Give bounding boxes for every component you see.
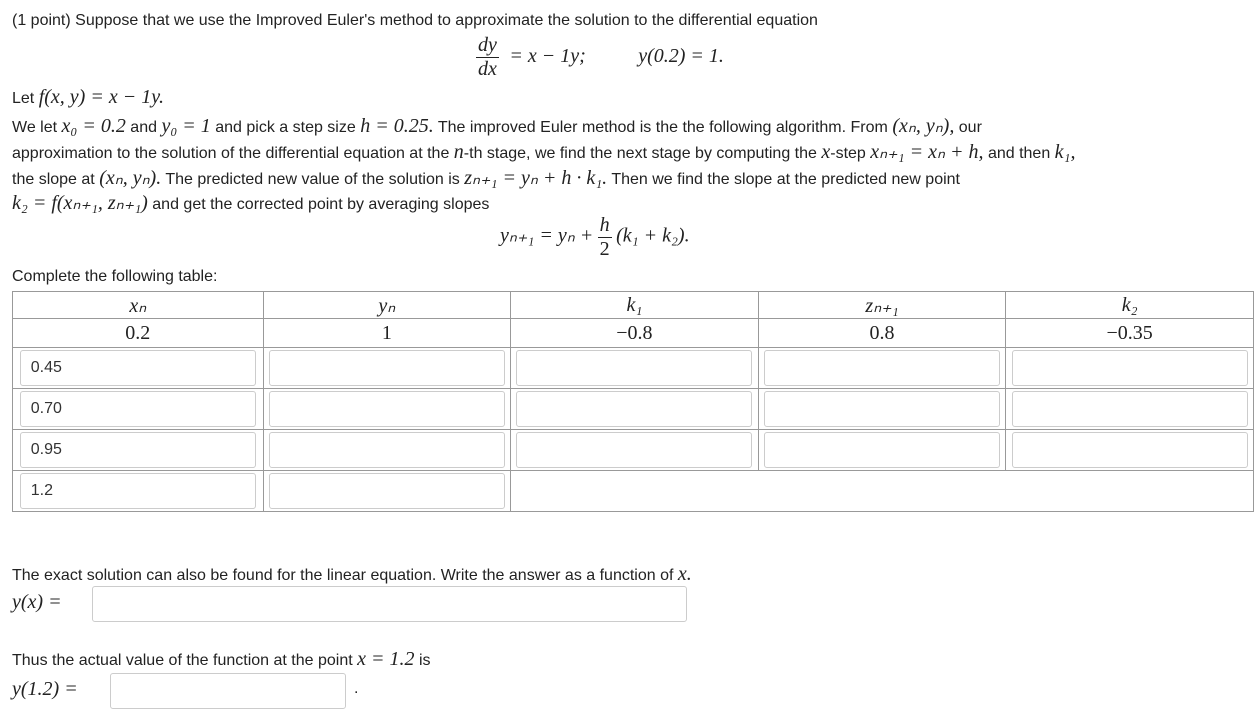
para-text: and get the corrected point by averaging slopes [152,196,490,213]
step-size: h = 0.25. [360,115,434,137]
para-text: We let [12,119,58,136]
x-input[interactable]: 1.2 [20,473,256,509]
empty-cell [511,471,1254,512]
k1-input[interactable] [516,391,752,427]
f-definition: f(x, y) = x − 1y. [38,86,164,108]
para-text: our [958,119,982,136]
x-input[interactable]: 0.95 [20,432,256,468]
yn-input[interactable] [269,473,505,509]
para-line-2 [12,139,1076,164]
cell-z1: 0.8 [758,319,1006,348]
frac-denominator: dx [478,58,497,80]
zn1-input[interactable] [764,391,1000,427]
let-text: Let [12,90,35,107]
actual-is: is [418,652,431,669]
frac-numerator: dy [478,34,497,56]
para-text: Then we find the slope at the predicted new point [611,171,960,188]
header-k2: k₂ [1006,292,1254,319]
para-text: the slope at [12,171,95,188]
header-xn: xₙ [13,292,264,319]
actual-value-input[interactable] [110,673,346,709]
para-text: and [130,119,157,136]
x-input[interactable]: 0.45 [20,350,256,386]
para-text: approximation to the solution of the differential equation at the [12,145,450,162]
let-line [12,86,164,109]
point-notation: (xₙ, yₙ). [99,167,162,189]
initial-condition: y(0.2) = 1. [638,44,724,67]
para-text: -th stage, we find the next stage by computing the [463,145,817,162]
header-zn1: zₙ₊₁ [758,292,1006,319]
exact-prompt-line [12,563,692,586]
table-row [13,348,1254,389]
avg-rhs: (k₁ + k₂). [616,224,690,247]
cell-y0: 1 [263,319,511,348]
x0-value: x₀ = 0.2 [61,115,126,137]
exact-prompt: The exact solution can also be found for the linear equation. Write the answer as a function of [12,567,674,584]
equation-rhs: = x − 1y; [509,44,586,67]
zn1-input[interactable] [764,350,1000,386]
cell-k2-0: −0.35 [1006,319,1254,348]
actual-point: x = 1.2 [357,648,415,670]
para-line-3 [12,165,960,190]
table-row-initial [13,319,1254,348]
problem-intro: (1 point) Suppose that we use the Improved Euler's method to approximate the solution to the differential equation [12,12,818,29]
table-row [13,471,1254,512]
yn-input[interactable] [269,432,505,468]
euler-table [12,291,1254,512]
cell-x0: 0.2 [13,319,264,348]
table-header-row [13,292,1254,319]
exact-solution-input[interactable] [92,586,687,622]
para-text: The improved Euler method is the the following algorithm. From [437,119,888,136]
zn1-input[interactable] [764,432,1000,468]
y0-value: y₀ = 1 [161,115,211,137]
para-text: and then [987,145,1051,162]
table-row [13,430,1254,471]
actual-period: . [354,680,359,697]
actual-prompt: Thus the actual value of the function at the point [12,652,353,669]
table-prompt: Complete the following table: [12,268,218,285]
step-formula: xₙ₊₁ = xₙ + h, [870,141,984,163]
k1-var: k₁, [1054,141,1076,163]
k1-input[interactable] [516,350,752,386]
header-yn: yₙ [263,292,511,319]
actual-label-text: y(1.2) = [12,678,78,700]
h-over-2 [598,214,612,261]
k2-formula: k₂ = f(xₙ₊₁, zₙ₊₁) [12,192,148,214]
yn-input[interactable] [269,350,505,386]
avg-lhs: yₙ₊₁ = yₙ + [500,224,594,247]
para-line-1 [12,113,982,138]
main-equation [476,34,724,81]
x-var: x [821,141,831,163]
actual-prompt-line [12,648,431,671]
frac-numerator: h [599,214,610,236]
k2-input[interactable] [1012,432,1248,468]
k2-input[interactable] [1012,350,1248,386]
para-text: The predicted new value of the solution is [165,171,460,188]
k2-input[interactable] [1012,391,1248,427]
frac-denominator: 2 [599,238,610,260]
header-k1: k₁ [511,292,759,319]
yn-input[interactable] [269,391,505,427]
para-text: -step [830,145,866,162]
para-text: and pick a step size [215,119,356,136]
predicted-formula: zₙ₊₁ = yₙ + h · k₁. [464,167,608,189]
exact-label [12,591,62,614]
exact-label-text: y(x) = [12,591,62,613]
exact-var: x. [677,563,692,585]
actual-label [12,678,78,701]
para-line-4 [12,190,489,215]
table-row [13,389,1254,430]
derivative-fraction [476,34,499,81]
point-notation: (xₙ, yₙ), [892,115,955,137]
x-input[interactable]: 0.70 [20,391,256,427]
n-var: n [453,141,464,163]
k1-input[interactable] [516,432,752,468]
average-formula [500,214,690,261]
cell-k1-0: −0.8 [511,319,759,348]
